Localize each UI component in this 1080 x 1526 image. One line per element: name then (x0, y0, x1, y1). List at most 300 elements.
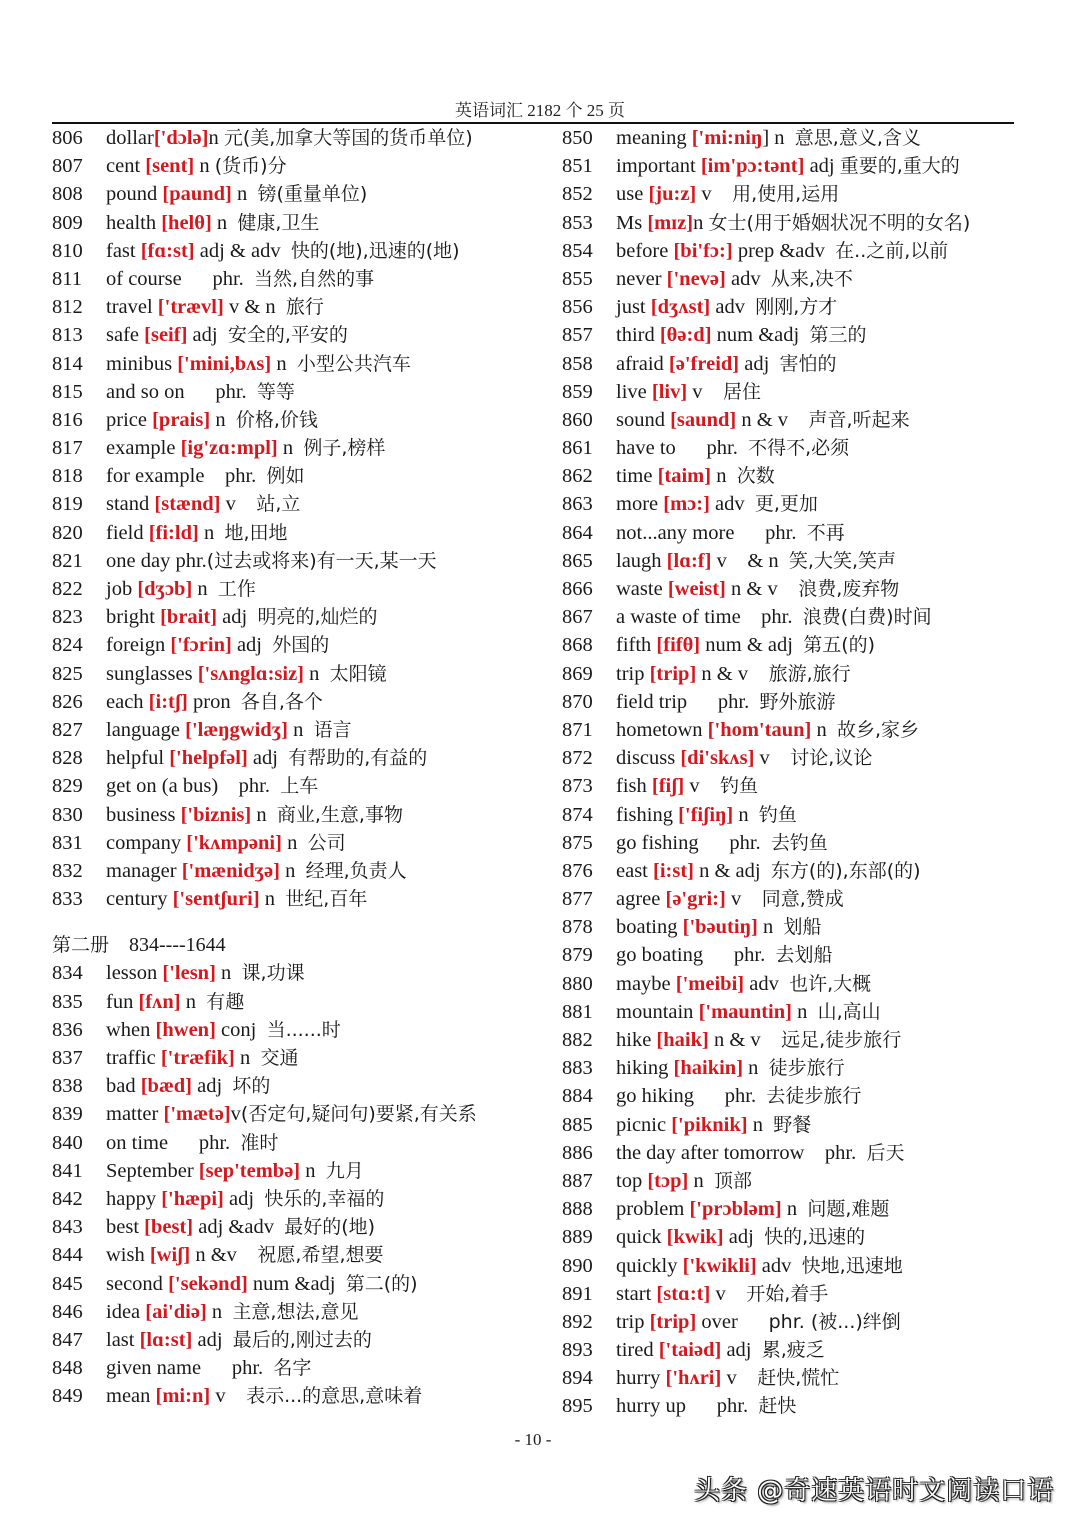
entry-gap (856, 1139, 866, 1167)
page-header: 英语词汇 2182 个 25 页 (455, 101, 625, 120)
entry-gap (267, 801, 277, 829)
entry-part-of-speech: pron (187, 690, 231, 713)
entry-meaning: (过去或将来)有一天,某一天 (206, 549, 437, 572)
entry-phonetic: [mɔ:] (663, 493, 710, 516)
entry-part-of-speech: n (300, 1159, 316, 1182)
entry-number: 891 (562, 1282, 593, 1305)
entry-word: fun (106, 990, 139, 1013)
entry-part-of-speech: n (791, 1000, 808, 1023)
entry-phonetic: ['mauntin] (698, 1000, 792, 1023)
entry-number: 894 (562, 1367, 593, 1390)
entry-meaning: 笑,大笑,笑声 (788, 549, 897, 572)
entry-meaning: 公司 (307, 831, 346, 854)
entry-word: third (616, 324, 660, 347)
entry-phonetic: [prais] (152, 408, 211, 431)
entry-part-of-speech: v (684, 775, 700, 798)
entry-part-of-speech: adj & adv (194, 239, 281, 262)
entry-gap (745, 490, 755, 518)
entry-meaning: 安全的,平安的 (227, 324, 348, 347)
entry-number: 832 (52, 859, 83, 882)
entry-phonetic: ['hom'taun] (707, 718, 812, 741)
entry-number: 834 (52, 962, 83, 985)
entry-part-of-speech: n & v (736, 408, 789, 431)
entry-word: price (106, 408, 153, 431)
entry-part-of-speech: n (198, 521, 215, 544)
vocab-entry (562, 1139, 1032, 1167)
entry-part-of-speech: adv (710, 296, 745, 319)
entry-word: Ms (616, 211, 648, 234)
entry-gap (788, 406, 809, 434)
entry-meaning: 野外旅游 (759, 690, 836, 713)
vocab-entry (52, 1382, 552, 1410)
entry-number: 819 (52, 493, 83, 516)
entry-part-of-speech: v (725, 888, 742, 911)
entry-number: 883 (562, 1057, 593, 1080)
entry-word: century (106, 888, 173, 911)
vocab-entry (562, 688, 1032, 716)
entry-word: bright (106, 606, 161, 629)
entry-part-of-speech: adj (223, 1187, 255, 1210)
entry-part-of-speech: adj (192, 1075, 223, 1098)
entry-part-of-speech: adj (723, 1226, 754, 1249)
vocab-entry (52, 829, 552, 857)
entry-word: fifth (616, 634, 657, 657)
entry-part-of-speech: over (696, 1310, 738, 1333)
entry-word: agree (616, 888, 666, 911)
vocab-entry (562, 941, 1032, 969)
entry-phonetic: [bi'fɔ:] (673, 239, 733, 262)
entry-phonetic: [hwen] (155, 1018, 216, 1041)
entry-meaning: 居住 (723, 380, 762, 403)
entry-meaning: (货币)分 (214, 155, 287, 178)
entry-part-of-speech: phr. (675, 437, 738, 460)
vocab-entry (562, 180, 1032, 208)
entry-phonetic: [best] (144, 1216, 194, 1239)
entry-part-of-speech: num &adj (247, 1272, 336, 1295)
entry-phonetic: ['fɔrin] (170, 634, 232, 657)
vocab-entry (52, 434, 552, 462)
entry-phonetic: [taim] (657, 465, 712, 488)
entry-phonetic: [bæd] (140, 1075, 192, 1098)
entry-meaning: 坏的 (232, 1075, 271, 1098)
entry-number: 806 (52, 127, 83, 149)
entry-meaning: 价格,价钱 (235, 408, 318, 431)
entry-word: picnic (616, 1113, 672, 1136)
entry-part-of-speech: adv (709, 493, 745, 516)
vocab-entry (52, 350, 552, 378)
entry-word: have to (616, 437, 676, 460)
entry-phonetic: [haik] (656, 1029, 709, 1051)
vocab-entry (52, 885, 552, 913)
entry-word: given name (106, 1357, 202, 1380)
entry-phonetic: ['bəutiŋ] (682, 916, 758, 939)
vocab-entry (562, 660, 1032, 688)
entry-part-of-speech: n (769, 127, 785, 149)
entry-number: 887 (562, 1169, 593, 1192)
entry-phonetic: [trip] (649, 662, 697, 685)
vocab-entry (562, 998, 1032, 1026)
entry-number: 849 (52, 1385, 83, 1408)
entry-part-of-speech: adj (721, 1339, 752, 1362)
entry-phonetic: [seif] (144, 324, 188, 347)
entry-number: 862 (562, 465, 593, 488)
entry-gap (278, 744, 288, 772)
entry-gap (748, 1392, 758, 1420)
vocab-list-book2 (52, 959, 552, 1410)
entry-meaning: 声音,听起来 (808, 408, 910, 431)
entry-phonetic: [dʒʌst] (650, 296, 711, 319)
entry-part-of-speech: n (281, 831, 298, 854)
entry-meaning: 讨论,议论 (790, 747, 873, 770)
entry-word: quickly (616, 1254, 683, 1277)
vocab-entry (562, 970, 1032, 998)
entry-number: 821 (52, 549, 83, 572)
entry-word: hometown (616, 718, 708, 741)
entry-gap (756, 1082, 766, 1110)
entry-part-of-speech: phr. (740, 606, 793, 629)
entry-meaning: 太阳镜 (329, 662, 387, 685)
entry-phonetic: ['træfik] (160, 1047, 235, 1069)
entry-part-of-speech: phr. (218, 775, 270, 798)
vocab-entry (562, 1082, 1032, 1110)
entry-number: 866 (562, 578, 593, 600)
entry-number: 829 (52, 775, 83, 798)
entry-gap (247, 378, 257, 406)
entry-phonetic: ['hæpi] (161, 1187, 224, 1210)
entry-phonetic: [fɑ:st] (140, 239, 195, 262)
entry-gap (807, 998, 817, 1026)
entry-phonetic: ['mi:niŋ] (691, 127, 770, 149)
entry-word: just (616, 296, 651, 319)
entry-gap (726, 1280, 747, 1308)
entry-word: foreign (106, 634, 171, 657)
entry-phonetic: [fi:ld] (148, 521, 199, 544)
entry-number: 857 (562, 324, 593, 347)
entry-part-of-speech: phr. (734, 521, 797, 544)
entry-phonetic: [sep'tembə] (198, 1159, 301, 1182)
entry-number: 852 (562, 183, 593, 206)
entry-number: 853 (562, 211, 593, 234)
vocab-entry (52, 1354, 552, 1382)
vocab-entry (52, 406, 552, 434)
entry-meaning: 各自,各个 (240, 690, 323, 713)
entry-gap (227, 209, 237, 237)
vocab-entry (562, 575, 1032, 603)
entry-part-of-speech: n & v (725, 578, 778, 600)
entry-word: last (106, 1328, 140, 1351)
entry-gap (797, 519, 807, 547)
vocab-entry (562, 913, 1032, 941)
vocab-entry (52, 1100, 552, 1128)
entry-word: wish (106, 1244, 150, 1267)
entry-part-of-speech: v & n (223, 296, 276, 319)
entry-part-of-speech: phr. (686, 1395, 749, 1418)
entry-word: meaning (616, 127, 692, 149)
entry-number: 851 (562, 155, 593, 178)
entry-phonetic: [ig'zɑ:mpl] (180, 437, 278, 460)
entry-word: discuss (616, 747, 681, 770)
entry-word: mean (106, 1385, 156, 1408)
entry-number: 836 (52, 1018, 83, 1041)
vocab-entry (562, 801, 1032, 829)
entry-gap (726, 462, 736, 490)
entry-meaning: 元(美,加拿大等国的货币单位) (223, 127, 473, 149)
entry-meaning: 在..之前,以前 (835, 239, 949, 262)
entry-number: 808 (52, 183, 83, 206)
entry-meaning: 意思,意义,含义 (794, 127, 921, 149)
entry-number: 840 (52, 1131, 83, 1154)
entry-word: for example (106, 465, 205, 488)
vocab-entry (562, 406, 1032, 434)
entry-meaning: 快地,迅速地 (801, 1254, 903, 1277)
entry-gap (799, 321, 809, 349)
entry-gap (263, 1354, 273, 1382)
entry-phonetic: [sent] (145, 155, 195, 178)
entry-word: travel (106, 296, 158, 319)
entry-gap (827, 716, 837, 744)
entry-meaning: 刚刚,方才 (755, 296, 838, 319)
vocab-entry (52, 1270, 552, 1298)
entry-part-of-speech: phr. (201, 1357, 264, 1380)
entry-number: 844 (52, 1244, 83, 1267)
vocab-entry (52, 321, 552, 349)
vocab-entry (562, 462, 1032, 490)
entry-part-of-speech: adj (187, 324, 218, 347)
entry-part-of-speech: n (194, 155, 210, 178)
entry-gap (237, 1241, 258, 1269)
entry-word: and so on (106, 380, 185, 403)
entry-word: the day after tomorrow (616, 1141, 805, 1164)
entry-number: 816 (52, 408, 83, 431)
entry-word: each (106, 690, 149, 713)
entry-number: 860 (562, 408, 593, 431)
entry-number: 878 (562, 916, 593, 939)
entry-gap (281, 237, 291, 265)
vocab-entry (52, 1157, 552, 1185)
entry-phonetic: [ai'diə] (145, 1300, 207, 1323)
vocab-entry (52, 124, 552, 152)
entry-meaning: 快的,迅速的 (764, 1226, 866, 1249)
entry-meaning: 商业,生意,事物 (276, 803, 403, 826)
entry-number: 848 (52, 1357, 83, 1380)
entry-word: afraid (616, 352, 669, 375)
vocab-entry (562, 1195, 1032, 1223)
entry-phonetic: ['trævl] (157, 296, 224, 319)
entry-gap (319, 660, 329, 688)
vocab-entry (562, 857, 1032, 885)
entry-meaning: 去划船 (775, 944, 833, 967)
entry-phonetic: ['biznis] (180, 803, 252, 826)
entry-meaning: 浪费,废弃物 (798, 578, 900, 600)
entry-meaning: 经理,负责人 (305, 859, 407, 882)
entry-phonetic: [weist] (667, 578, 726, 600)
vocab-entry (562, 1308, 1032, 1336)
entry-meaning: 上车 (280, 775, 319, 798)
entry-number: 833 (52, 888, 83, 911)
entry-part-of-speech: n (206, 1300, 223, 1323)
entry-gap (797, 1195, 807, 1223)
entry-number: 842 (52, 1187, 83, 1210)
entry-word: dollar (106, 127, 154, 149)
entry-part-of-speech: n (211, 211, 228, 234)
entry-meaning: 世纪,百年 (285, 888, 368, 911)
entry-number: 850 (562, 127, 593, 149)
entry-phonetic: ['sekənd] (168, 1272, 248, 1295)
entry-phonetic: [lɑ:f] (666, 549, 712, 572)
entry-number: 818 (52, 465, 83, 488)
vocab-entry (562, 124, 1032, 152)
entry-gap (769, 350, 779, 378)
entry-phonetic: [haikin] (673, 1057, 744, 1080)
entry-part-of-speech: n &v (190, 1244, 237, 1267)
entry-meaning: 旅游,旅行 (768, 662, 851, 685)
vocab-entry (52, 575, 552, 603)
entry-word: one day phr. (106, 549, 207, 572)
entry-gap (752, 1336, 762, 1364)
vocab-entry (562, 1223, 1032, 1251)
entry-meaning: (否定句,疑问句)要紧,有关系 (240, 1103, 477, 1126)
entry-gap (748, 660, 769, 688)
entry-phonetic: [tɔp] (647, 1169, 689, 1192)
entry-word: get on (a bus) (106, 775, 219, 798)
entry-phonetic: ['kwikli] (682, 1254, 757, 1277)
entry-part-of-speech: prep &adv (732, 239, 825, 262)
entry-number: 827 (52, 718, 83, 741)
entry-number: 812 (52, 296, 83, 319)
entry-number: 807 (52, 155, 83, 178)
entry-meaning: 顶部 (713, 1169, 752, 1192)
entry-gap (244, 265, 254, 293)
vocab-entry (52, 462, 552, 490)
entry-word: time (616, 465, 658, 488)
vocab-entry (52, 688, 552, 716)
entry-number: 893 (562, 1339, 593, 1362)
entry-part-of-speech: n (271, 352, 287, 375)
entry-gap (230, 1129, 240, 1157)
entry-gap (793, 631, 803, 659)
entry-meaning: 有帮助的,有益的 (288, 747, 428, 770)
entry-number: 854 (562, 239, 593, 262)
entry-number: 880 (562, 972, 593, 995)
entry-phonetic: ['mænidʒə] (181, 859, 280, 882)
entry-phonetic: ['meibi] (675, 972, 745, 995)
entry-word: best (106, 1216, 145, 1239)
entry-phonetic: [ə'gri:] (665, 888, 726, 911)
entry-gap (779, 970, 789, 998)
entry-part-of-speech: phr. (804, 1141, 857, 1164)
entry-number: 882 (562, 1029, 593, 1051)
entry-number: 869 (562, 662, 593, 685)
entry-word: job (106, 578, 138, 600)
entry-word: top (616, 1169, 648, 1192)
entry-part-of-speech: n & adj (693, 859, 761, 882)
entry-number: 886 (562, 1141, 593, 1164)
entry-phonetic: [stænd] (154, 493, 221, 516)
entry-meaning: 镑(重量单位) (257, 183, 368, 206)
vocab-entry (562, 716, 1032, 744)
vocab-entry (562, 1392, 1032, 1420)
entry-part-of-speech: n (231, 183, 248, 206)
entry-meaning: 交通 (260, 1047, 299, 1069)
entry-part-of-speech: v (687, 380, 703, 403)
entry-meaning: 故乡,家乡 (836, 718, 919, 741)
entry-gap (770, 744, 791, 772)
entry-part-of-speech: adj &adv (193, 1216, 274, 1239)
entry-meaning: 第五(的) (803, 634, 876, 657)
entry-phonetic: ['lesn] (162, 962, 216, 985)
entry-part-of-speech: phr. (687, 690, 750, 713)
entry-phonetic: [trip] (649, 1310, 697, 1333)
entry-word: manager (106, 859, 182, 882)
vocab-entry (52, 603, 552, 631)
entry-word: of course (106, 267, 182, 290)
entry-gap (223, 1326, 233, 1354)
entry-meaning: 明亮的,灿烂的 (257, 606, 378, 629)
entry-number: 889 (562, 1226, 593, 1249)
entry-word: stand (106, 493, 155, 516)
vocab-entry (52, 519, 552, 547)
entry-number: 881 (562, 1000, 593, 1023)
entry-gap (335, 1270, 345, 1298)
entry-gap (270, 772, 280, 800)
entry-phonetic: ['mini,bʌs] (177, 352, 272, 375)
vocab-entry (562, 744, 1032, 772)
entry-word: language (106, 718, 186, 741)
vocab-entry (562, 237, 1032, 265)
entry-part-of-speech: num &adj (711, 324, 800, 347)
entry-phonetic: [ə'freid] (668, 352, 740, 375)
entry-word: not...any more (616, 521, 735, 544)
entry-phonetic: [helθ] (161, 211, 212, 234)
entry-part-of-speech: n (259, 888, 276, 911)
entry-part-of-speech: n (251, 803, 267, 826)
entry-gap (236, 490, 257, 518)
entry-word: go fishing (616, 831, 699, 854)
entry-phonetic: [fiʃ] (651, 775, 685, 798)
vocab-entry (562, 631, 1032, 659)
section-heading (52, 931, 552, 959)
entry-meaning: 第三的 (809, 324, 867, 347)
entry-meaning: 害怕的 (779, 352, 837, 375)
entry-word: on time (106, 1131, 169, 1154)
entry-word: helpful (106, 747, 170, 770)
entry-meaning: 次数 (736, 465, 775, 488)
entry-word: minibus (106, 352, 178, 375)
entry-number: 863 (562, 493, 593, 516)
entry-part-of-speech: n (215, 962, 232, 985)
entry-word: safe (106, 324, 145, 347)
entry-gap (254, 1185, 264, 1213)
entry-number: 810 (52, 239, 83, 262)
entry-phonetic: [liv] (651, 380, 688, 403)
entry-meaning: 旅行 (285, 296, 324, 319)
entry-meaning: 最后的,刚过去的 (232, 1328, 372, 1351)
entry-phonetic: ['sʌnglɑ:siz] (197, 662, 304, 685)
vocab-entry (52, 1044, 552, 1072)
entry-word: important (616, 155, 701, 178)
entry-part-of-speech: v (696, 183, 712, 206)
entry-part-of-speech: adv (725, 267, 761, 290)
entry-meaning: 浪费(白费)时间 (802, 606, 932, 629)
vocab-entry (52, 1241, 552, 1269)
entry-gap (765, 941, 775, 969)
entry-word: trip (616, 662, 650, 685)
entry-number: 876 (562, 859, 593, 882)
entry-word: idea (106, 1300, 146, 1323)
entry-meaning: 赶快,慌忙 (757, 1367, 840, 1390)
entry-word: field (106, 521, 149, 544)
entry-gap (231, 688, 241, 716)
